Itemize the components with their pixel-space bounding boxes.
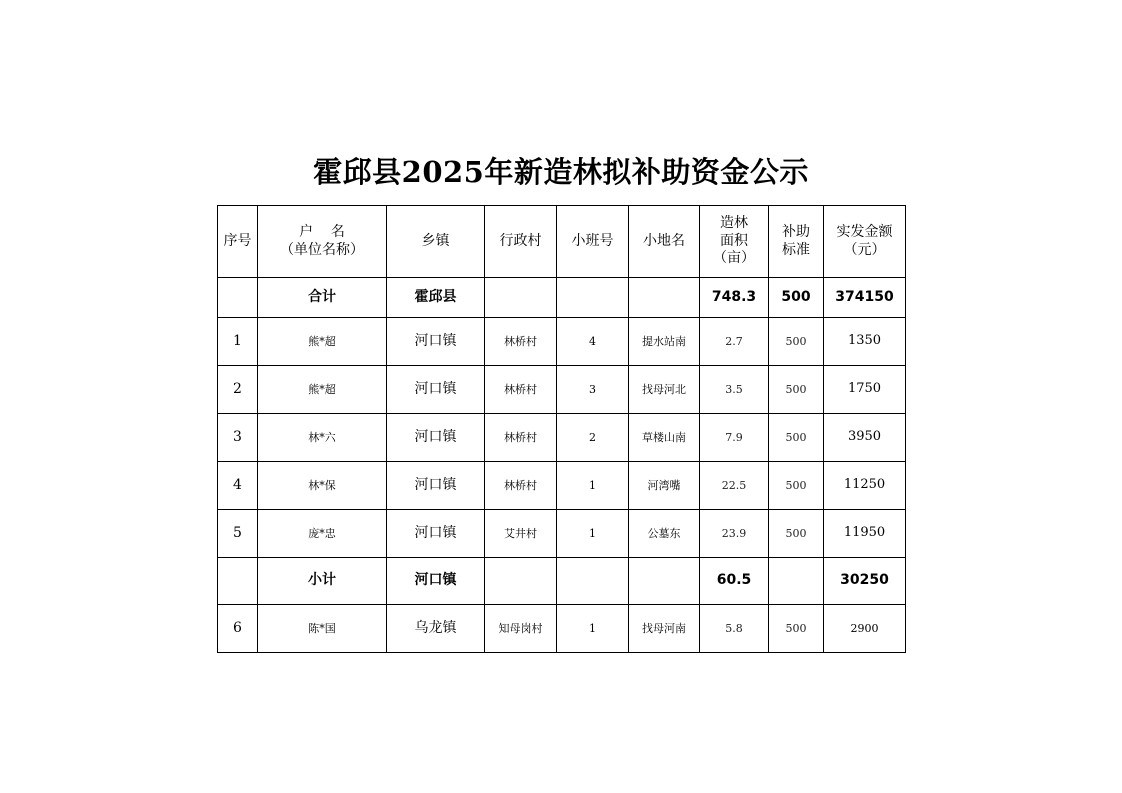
header-standard: 补助 标准 <box>769 206 824 278</box>
total-label: 合计 <box>258 278 387 318</box>
subtotal-label: 小计 <box>258 558 387 605</box>
header-area: 造林 面积 （亩） <box>700 206 769 278</box>
total-area: 748.3 <box>700 278 769 318</box>
table-row: 5 庞*忠 河口镇 艾井村 1 公墓东 23.9 500 11950 <box>218 510 906 558</box>
subsidy-table <box>217 205 906 653</box>
table-row: 3 林*六 河口镇 林桥村 2 草楼山南 7.9 500 3950 <box>218 414 906 462</box>
header-amount: 实发金额 （元） <box>824 206 906 278</box>
header-plot: 小班号 <box>557 206 629 278</box>
header-town: 乡镇 <box>387 206 485 278</box>
page-title: 霍邱县2025年新造林拟补助资金公示 <box>313 155 809 189</box>
table-row: 6 陈*国 乌龙镇 知母岗村 1 找母河南 5.8 500 2900 <box>218 605 906 653</box>
header-village: 行政村 <box>485 206 557 278</box>
table-row: 2 熊*超 河口镇 林桥村 3 找母河北 3.5 500 1750 <box>218 366 906 414</box>
header-seq: 序号 <box>218 206 258 278</box>
subtotal-row <box>218 558 906 605</box>
header-row <box>218 206 906 278</box>
subtotal-area: 60.5 <box>700 558 769 605</box>
subtotal-amount: 30250 <box>824 558 906 605</box>
header-name: 户 名 （单位名称） <box>258 206 387 278</box>
header-place: 小地名 <box>629 206 700 278</box>
table-row: 1 熊*超 河口镇 林桥村 4 提水站南 2.7 500 1350 <box>218 318 906 366</box>
total-row <box>218 278 906 318</box>
total-seq <box>218 278 258 318</box>
total-amount: 374150 <box>824 278 906 318</box>
table-row: 4 林*保 河口镇 林桥村 1 河湾嘴 22.5 500 11250 <box>218 462 906 510</box>
total-standard: 500 <box>769 278 824 318</box>
total-county: 霍邱县 <box>387 278 485 318</box>
subtotal-town: 河口镇 <box>387 558 485 605</box>
